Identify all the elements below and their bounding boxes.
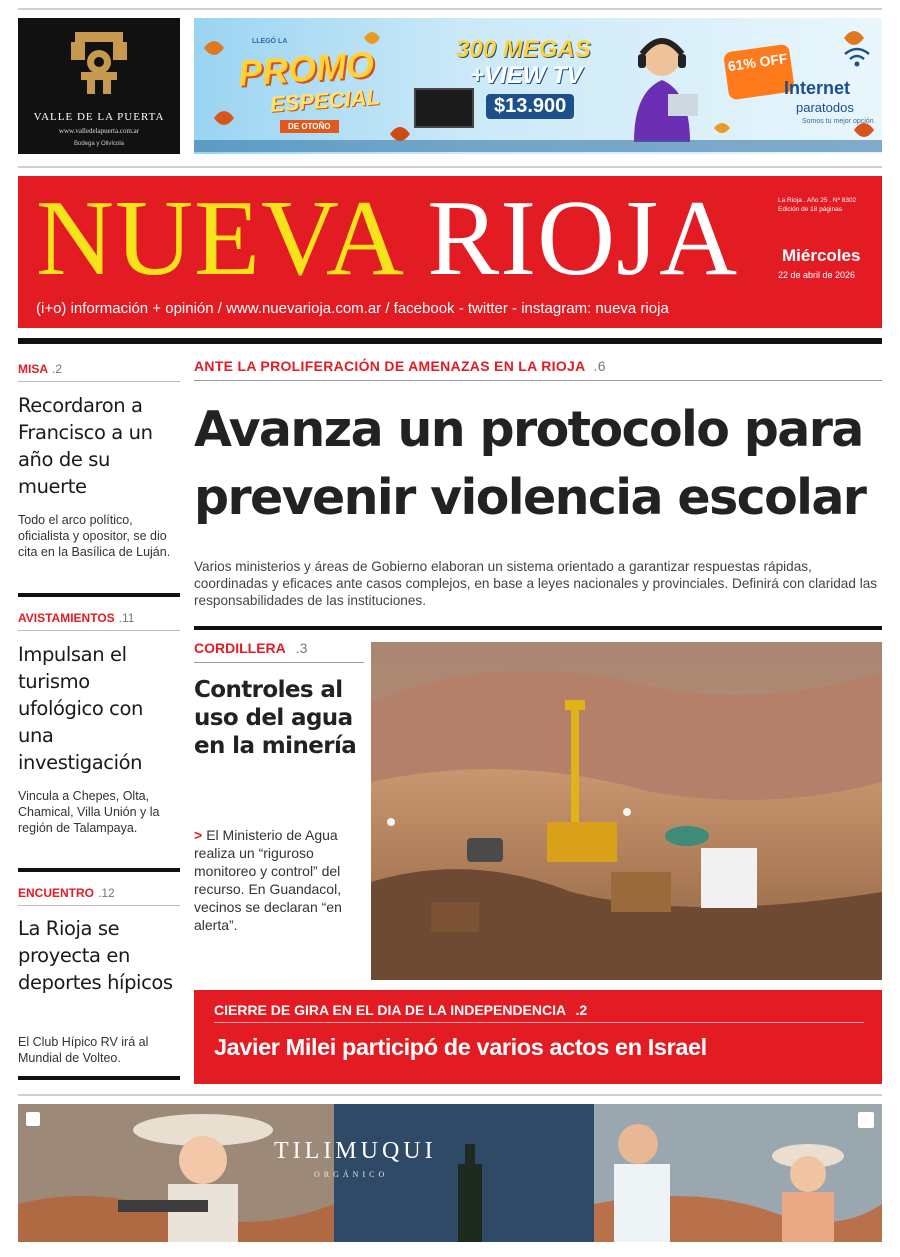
ad-bottom-sub: ORGÁNICO (314, 1170, 389, 1179)
masthead-bottom-bar (18, 338, 882, 344)
masthead-top-rule (18, 166, 882, 168)
tv-icon (414, 88, 474, 128)
main-story-bottom-bar (194, 626, 882, 630)
arrow-right-icon: > (194, 827, 203, 843)
left-story-3-kicker-text: ENCUENTRO (18, 886, 95, 900)
ad-right-viewtv: +VIEW TV (470, 62, 583, 89)
ad-right-discount-badge: 61% OFF (723, 44, 795, 101)
left-story-2-page: .11 (118, 611, 135, 625)
ad-right-especial: ESPECIAL (269, 84, 381, 117)
left-story-2-kicker-text: AVISTAMIENTOS (18, 611, 115, 625)
ad-left-website: www.valledelapuerta.com.ar (58, 127, 140, 135)
left-story-1-page: .2 (52, 362, 63, 376)
red-story-headline[interactable]: Javier Milei participó de varios actos en Israel (214, 1034, 707, 1060)
cordillera-headline[interactable]: Controles al uso del agua en la minería (194, 677, 357, 759)
tilimuqui-ad-photo (18, 1104, 882, 1242)
main-story-page: .6 (593, 358, 606, 374)
valle-logo-icon (67, 28, 131, 98)
cordillera-summary (194, 826, 370, 934)
left-story-2-summary: Vincula a Chepes, Olta, Chamical, Villa Unión y la región de Talampaya. (18, 789, 160, 835)
main-story-headline[interactable]: Avanza un protocolo para prevenir violencia escolar (194, 401, 866, 526)
left-story-2-kicker (18, 611, 134, 625)
ad-left-brand: VALLE DE LA PUERTA (33, 111, 165, 123)
masthead (18, 176, 882, 328)
ad-tilimuqui[interactable] (18, 1104, 882, 1242)
left-story-1-headline[interactable]: Recordaron a Francisco a un año de su muerte (18, 394, 153, 498)
edition-date: 22 de abril de 2026 (778, 270, 856, 280)
main-story-kicker (194, 358, 606, 374)
edition-info (778, 196, 856, 214)
ad-right-megas: 300 MEGAS (456, 36, 591, 63)
left-story-3-rule (18, 905, 180, 906)
newspaper-title (36, 179, 739, 298)
ad-bottom-brand: TILIMUQUI (274, 1138, 437, 1164)
red-story-box[interactable] (194, 990, 882, 1084)
edition-info-line2: Edición de 18 páginas (778, 206, 842, 213)
ad-right-price: $13.900 (486, 94, 574, 119)
cordillera-kicker-rule (194, 662, 364, 663)
ad-right-small-tagline: LLEGÓ LA (252, 38, 288, 45)
ad-valle-de-la-puerta[interactable] (18, 18, 180, 154)
cordillera-kicker (194, 640, 307, 656)
title-part-nueva: NUEVA (36, 179, 400, 298)
cordillera-summary-text: El Ministerio de Agua realiza un “riguroso monitoreo y control” del recurso. En Guandacol, vecinos se declaran “en alerta”. (194, 827, 342, 933)
left-story-3-kicker (18, 886, 115, 900)
left-story-2-rule (18, 630, 180, 631)
red-story-rule (214, 1022, 864, 1023)
person-with-headphones-icon (624, 30, 700, 142)
edition-info-line1: La Rioja . Año 25 . Nº 8302 (778, 197, 857, 204)
left-story-1-rule (18, 381, 180, 382)
ad-right-otono: DE OTOÑO (280, 120, 339, 133)
left-story-2-headline[interactable]: Impulsan el turismo ufológico con una investigación (18, 643, 143, 774)
masthead-tagline: (i+o) información + opinión / www.nuevarioja.com.ar / facebook - twitter - instagram: nueva rioja (36, 300, 669, 317)
bottom-ad-rule (18, 1094, 882, 1096)
main-story-summary: Varios ministerios y áreas de Gobierno elaboran un sistema orientado a garantizar respuestas rápidas, coordinadas y eficaces ante casos complejos, en base a leyes nacionales y provinciales. Definirá con claridad las responsabilidades de las instituciones. (194, 559, 878, 608)
left-separator-1 (18, 593, 180, 597)
ad-right-legal-strip (194, 140, 882, 152)
edition-day: Miércoles (782, 246, 861, 265)
left-story-1-summary: Todo el arco político, oficialista y opositor, se dio cita en la Basílica de Luján. (18, 513, 171, 559)
left-story-3-page: .12 (98, 886, 115, 900)
title-part-rioja: RIOJA (427, 179, 739, 298)
red-story-page: .2 (575, 1002, 588, 1018)
left-story-1-kicker (18, 362, 62, 376)
mining-drill-photo[interactable] (371, 642, 882, 980)
red-story-kicker-text: CIERRE DE GIRA EN EL DIA DE LA INDEPENDENCIA (214, 1002, 566, 1018)
cordillera-kicker-text: CORDILLERA (194, 640, 286, 656)
ad-right-brand-line1: Internet (784, 78, 851, 98)
main-story-kicker-text: ANTE LA PROLIFERACIÓN DE AMENAZAS EN LA RIOJA (194, 358, 586, 374)
ad-internet-paratodos[interactable] (194, 18, 882, 154)
left-separator-3 (18, 1076, 180, 1080)
main-story-kicker-rule (194, 380, 882, 381)
wifi-icon (842, 44, 872, 68)
left-story-1-kicker-text: MISA (18, 362, 48, 376)
certification-icon (858, 1112, 874, 1128)
left-separator-2 (18, 868, 180, 872)
ad-right-brand-line2: paratodos (796, 100, 854, 115)
red-story-kicker (214, 1002, 587, 1018)
cordillera-page: .3 (295, 640, 308, 656)
ad-right-slogan: Somos tu mejor opción (802, 118, 874, 125)
ad-left-small: Bodega y Olivícola (73, 141, 125, 147)
left-story-3-headline[interactable]: La Rioja se proyecta en deportes hípicos (18, 917, 173, 994)
fair-trade-icon (26, 1112, 40, 1126)
ad-right-promo: PROMO (236, 43, 376, 94)
left-story-3-summary: El Club Hípico RV irá al Mundial de Volteo. (18, 1035, 149, 1065)
top-rule (18, 8, 882, 10)
